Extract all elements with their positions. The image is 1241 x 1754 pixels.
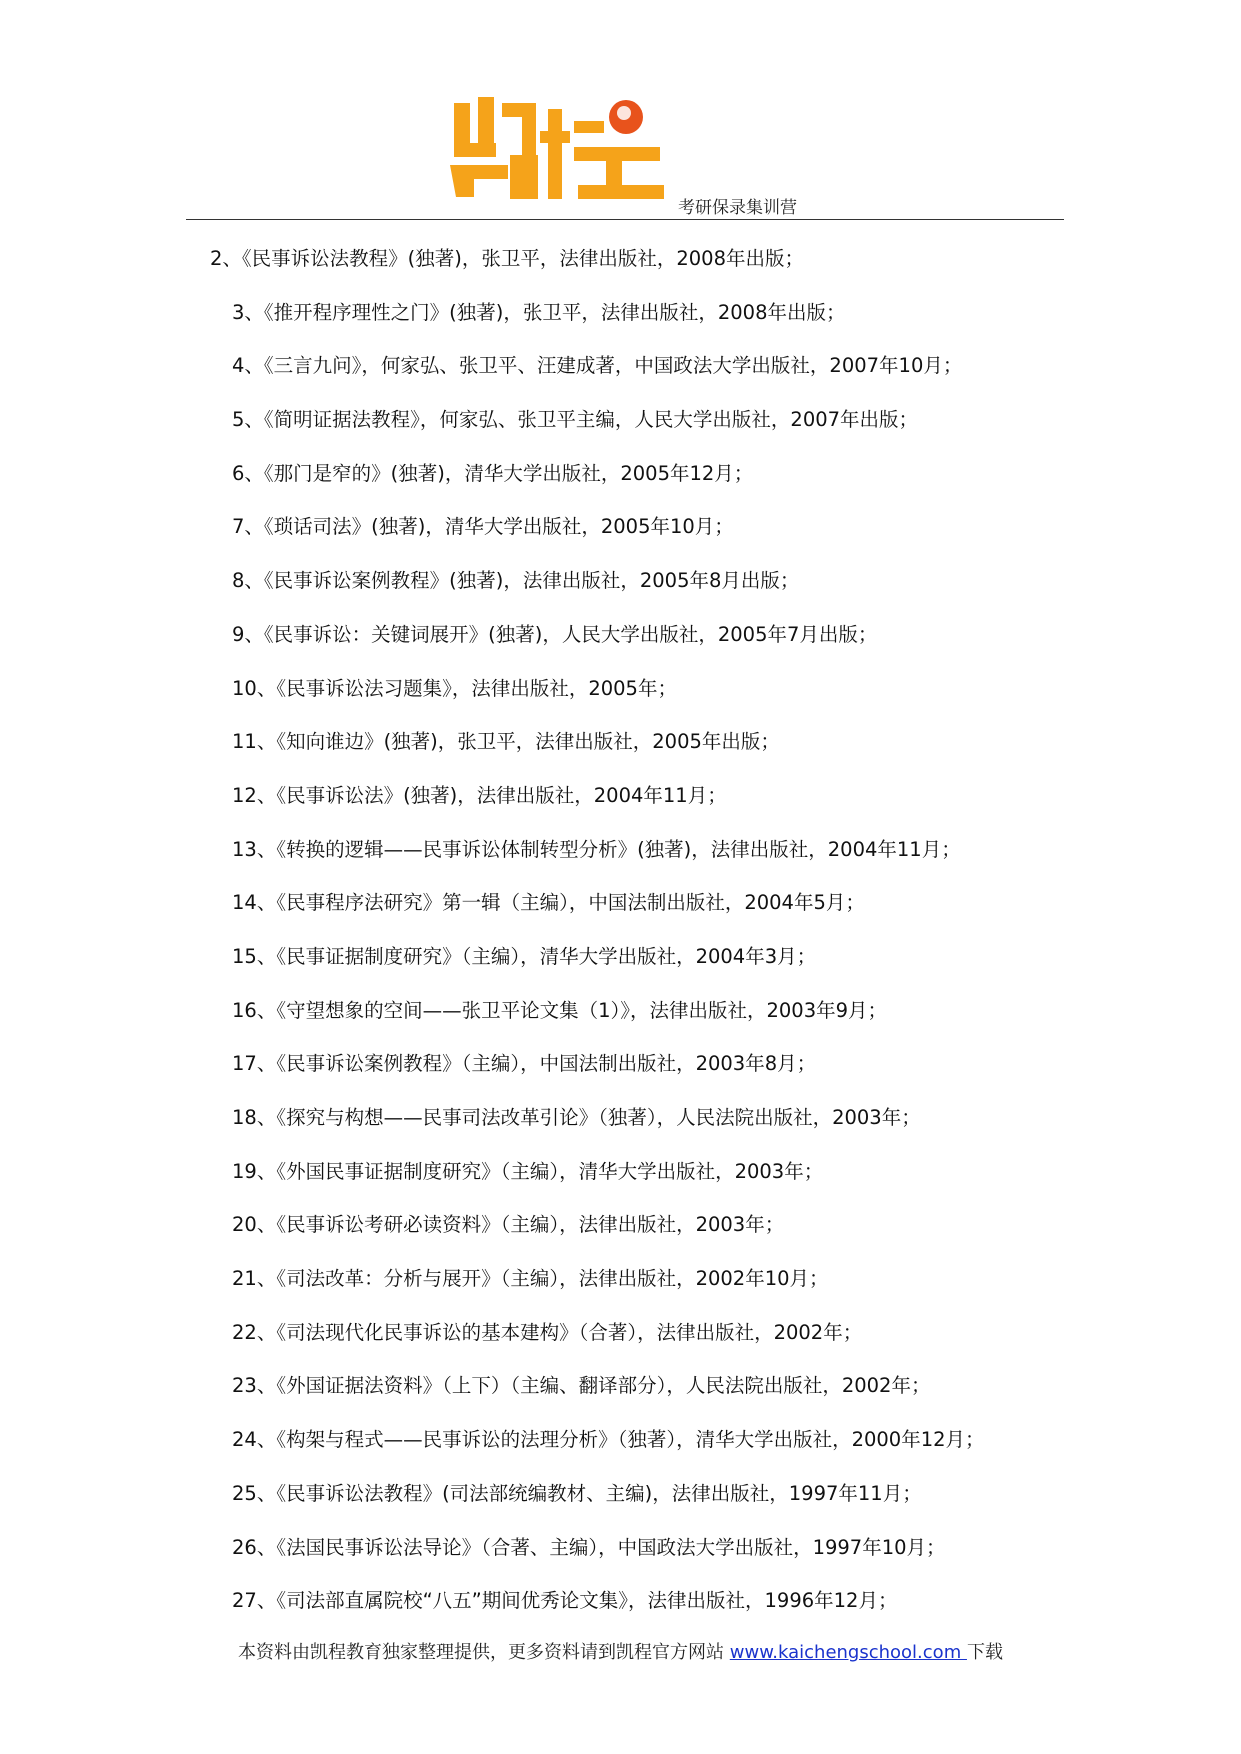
list-item: 5、《简明证据法教程》，何家弘、张卫平主编，人民大学出版社，2007年出版； xyxy=(232,408,919,432)
list-item: 25、《民事诉讼法教程》(司法部统编教材、主编)，法律出版社，1997年11月； xyxy=(232,1481,922,1505)
list-item: 17、《民事诉讼案例教程》（主编），中国法制出版社，2003年8月； xyxy=(232,1052,817,1076)
website-link[interactable]: www.kaichengschool.com xyxy=(729,1642,967,1663)
publication-list xyxy=(0,241,1241,1637)
page-footer xyxy=(0,1638,1241,1664)
list-item: 24、《构架与程式——民事诉讼的法理分析》（独著），清华大学出版社，2000年12月； xyxy=(232,1428,985,1452)
list-item: 14、《民事程序法研究》第一辑（主编），中国法制出版社，2004年5月； xyxy=(232,891,865,915)
list-item: 26、《法国民事诉讼法导论》（合著、主编），中国政法大学出版社，1997年10月； xyxy=(232,1535,946,1559)
list-item: 21、《司法改革：分析与展开》（主编），法律出版社，2002年10月； xyxy=(232,1267,829,1291)
list-item: 15、《民事证据制度研究》（主编），清华大学出版社，2004年3月； xyxy=(232,944,817,968)
list-item: 3、《推开程序理性之门》(独著)，张卫平，法律出版社，2008年出版； xyxy=(232,300,846,324)
header-tagline: 考研保录集训营 xyxy=(678,198,797,218)
list-item: 23、《外国证据法资料》（上下）（主编、翻译部分），人民法院出版社，2002年； xyxy=(232,1374,931,1398)
footer-text: 本资料由凯程教育独家整理提供，更多资料请到凯程官方网站 xyxy=(238,1642,730,1663)
list-item: 9、《民事诉讼：关键词展开》(独著)，人民大学出版社，2005年7月出版； xyxy=(232,622,878,646)
list-item: 13、《转换的逻辑——民事诉讼体制转型分析》(独著)，法律出版社，2004年11月； xyxy=(232,837,961,861)
list-item: 7、《琐话司法》(独著)，清华大学出版社，2005年10月； xyxy=(232,515,734,539)
list-item: 18、《探究与构想——民事司法改革引论》（独著），人民法院出版社，2003年； xyxy=(232,1106,921,1129)
list-item: 6、《那门是窄的》(独著)，清华大学出版社，2005年12月； xyxy=(232,461,754,485)
list-item: 22、《司法现代化民事诉讼的基本建构》（合著），法律出版社，2002年； xyxy=(232,1320,863,1344)
list-item: 12、《民事诉讼法》(独著)，法律出版社，2004年11月； xyxy=(232,783,727,807)
svg-text:凯程: 凯程 xyxy=(448,95,450,96)
list-item: 19、《外国民事证据制度研究》（主编），清华大学出版社，2003年； xyxy=(232,1159,824,1183)
header-divider xyxy=(186,219,1064,220)
footer-suffix: 下载 xyxy=(966,1642,1003,1663)
list-item: 20、《民事诉讼考研必读资料》（主编），法律出版社，2003年； xyxy=(232,1213,785,1237)
list-item: 4、《三言九问》，何家弘、张卫平、汪建成著，中国政法大学出版社，2007年10月； xyxy=(232,354,963,378)
list-item: 27、《司法部直属院校“八五”期间优秀论文集》，法律出版社，1996年12月； xyxy=(232,1589,898,1613)
kaicheng-logo xyxy=(448,95,668,205)
list-item: 10、《民事诉讼法习题集》，法律出版社，2005年； xyxy=(232,676,677,700)
list-item: 11、《知向谁边》(独著)，张卫平，法律出版社，2005年出版； xyxy=(232,730,780,754)
page-header xyxy=(0,0,1241,222)
list-item: 16、《守望想象的空间——张卫平论文集（1）》，法律出版社，2003年9月； xyxy=(232,998,888,1022)
list-item: 8、《民事诉讼案例教程》(独著)，法律出版社，2005年8月出版； xyxy=(232,569,800,593)
list-item: 2、《民事诉讼法教程》(独著)，张卫平，法律出版社，2008年出版； xyxy=(210,247,804,270)
